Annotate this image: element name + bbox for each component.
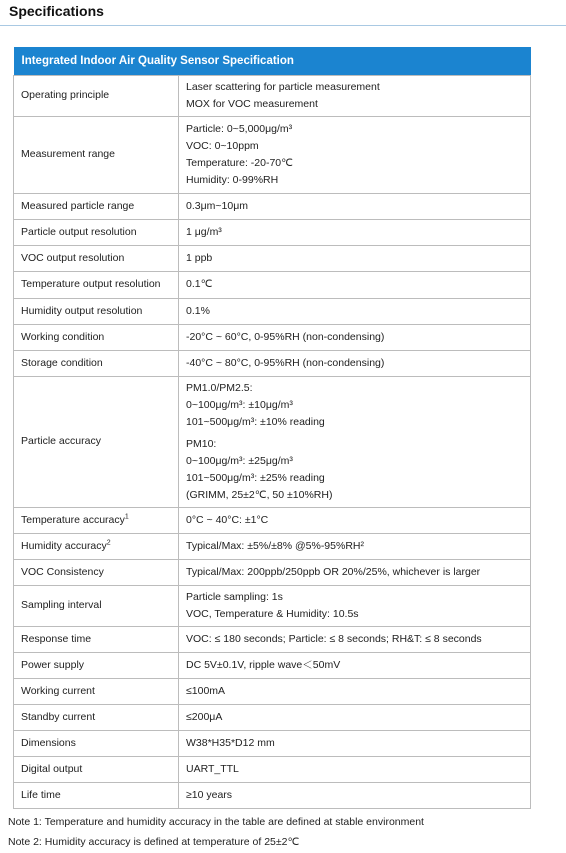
spec-key-cell <box>14 376 179 507</box>
table-row <box>14 626 531 652</box>
table-row <box>14 507 531 533</box>
spec-value-cell <box>179 271 531 298</box>
spec-value-line: -40°C ~ 80°C, 0-95%RH (non-condensing) <box>186 356 385 369</box>
spec-key: Power supply <box>21 658 85 671</box>
spec-value-line: ≤100mA <box>186 684 226 697</box>
table-row <box>14 782 531 808</box>
spec-key: Particle output resolution <box>21 225 137 238</box>
table-row <box>14 324 531 350</box>
spec-value-cell <box>179 298 531 324</box>
table-row <box>14 704 531 730</box>
footnote-2: Note 2: Humidity accuracy is defined at temperature of 25±2℃ <box>8 836 300 848</box>
table-row <box>14 730 531 756</box>
spec-key-cell <box>14 559 179 585</box>
spec-value-cell <box>179 75 531 116</box>
spec-key-cell <box>14 678 179 704</box>
spec-key: Temperature output resolution <box>21 278 161 290</box>
spec-value-line: VOC: 0~10ppm <box>186 139 259 152</box>
spec-value-cell <box>179 245 531 271</box>
table-row <box>14 245 531 271</box>
spec-value-line: PM10: <box>186 437 217 450</box>
spec-key: Measured particle range <box>21 199 135 212</box>
spec-table-header: Integrated Indoor Air Quality Sensor Specification <box>14 47 531 75</box>
table-row <box>14 193 531 219</box>
spec-value-line: 0.3μm~10μm <box>186 199 249 212</box>
table-row <box>14 376 531 507</box>
spec-value-line: ≥10 years <box>186 788 233 801</box>
spec-key-cell <box>14 652 179 678</box>
spec-value-line: Typical/Max: 200ppb/250ppb OR 20%/25%, whichever is larger <box>186 565 481 578</box>
spec-key-cell <box>14 193 179 219</box>
spec-value-line: 101~500μg/m³: ±10% reading <box>186 415 325 428</box>
spec-value-line: Particle: 0~5,000μg/m³ <box>186 122 293 135</box>
spec-table-body <box>14 75 531 808</box>
spec-value-cell <box>179 193 531 219</box>
spec-key: VOC Consistency <box>21 565 104 578</box>
spec-value-cell <box>179 350 531 376</box>
table-row <box>14 585 531 626</box>
spec-key: Humidity output resolution <box>21 304 143 317</box>
table-row <box>14 678 531 704</box>
table-row <box>14 219 531 245</box>
spec-value-cell <box>179 559 531 585</box>
spec-key: Working current <box>21 684 95 697</box>
spec-value-line: W38*H35*D12 mm <box>186 736 275 749</box>
spec-value-line: 1 μg/m³ <box>186 225 222 238</box>
spec-key-cell <box>14 245 179 271</box>
spec-value-line: VOC, Temperature & Humidity: 10.5s <box>186 607 359 620</box>
table-row <box>14 116 531 193</box>
spec-value-line: -20°C ~ 60°C, 0-95%RH (non-condensing) <box>186 330 385 343</box>
spec-value-cell <box>179 652 531 678</box>
table-row <box>14 756 531 782</box>
spec-value-line: 0.1% <box>186 304 210 317</box>
spec-value-cell <box>179 533 531 559</box>
spec-table <box>13 47 531 809</box>
spec-key: Dimensions <box>21 736 76 749</box>
spec-key-cell <box>14 756 179 782</box>
table-row <box>14 271 531 298</box>
spec-key-cell <box>14 533 179 559</box>
spec-key-cell <box>14 626 179 652</box>
spec-key: Particle accuracy <box>21 435 101 447</box>
spec-key-cell <box>14 585 179 626</box>
spec-value-cell <box>179 730 531 756</box>
spec-value-cell <box>179 678 531 704</box>
spec-value-cell <box>179 507 531 533</box>
spec-value-cell <box>179 324 531 350</box>
title-divider <box>0 25 566 26</box>
spec-value-cell <box>179 585 531 626</box>
spec-key: Operating principle <box>21 89 110 101</box>
spec-key-cell <box>14 782 179 808</box>
footnote-1: Note 1: Temperature and humidity accuracy in the table are defined at stable environment <box>8 816 424 828</box>
spec-value-line: 0~100μg/m³: ±25μg/m³ <box>186 454 293 467</box>
spec-key: Humidity accuracy <box>21 539 107 552</box>
spec-value-line: DC 5V±0.1V, ripple wave＜50mV <box>186 658 341 671</box>
table-row <box>14 652 531 678</box>
spec-value-cell <box>179 116 531 193</box>
spec-key-cell <box>14 298 179 324</box>
spec-value-line: 0~100μg/m³: ±10μg/m³ <box>186 398 293 411</box>
section-title: Specifications <box>9 3 104 19</box>
spec-key-cell <box>14 324 179 350</box>
spec-key: VOC output resolution <box>21 251 125 264</box>
spec-key: Measurement range <box>21 148 115 160</box>
spec-key: Sampling interval <box>21 599 102 611</box>
spec-value-line: 1 ppb <box>186 251 213 264</box>
spec-value-cell <box>179 219 531 245</box>
table-row <box>14 533 531 559</box>
spec-value-line: ≤200μA <box>186 710 223 723</box>
spec-value-line: Particle sampling: 1s <box>186 590 283 603</box>
table-row <box>14 350 531 376</box>
spec-value-line: PM1.0/PM2.5: <box>186 381 253 394</box>
spec-table-header-row <box>14 47 531 75</box>
spec-value-line: 0°C ~ 40°C: ±1°C <box>186 513 269 526</box>
spec-key-cell <box>14 75 179 116</box>
spec-value-line: MOX for VOC measurement <box>186 97 318 110</box>
spec-key-cell <box>14 219 179 245</box>
spec-value-line: VOC: ≤ 180 seconds; Particle: ≤ 8 seconds; RH&T: ≤ 8 seconds <box>186 632 482 645</box>
table-row <box>14 559 531 585</box>
spec-key: Temperature accuracy <box>21 513 125 526</box>
spec-key: Response time <box>21 632 92 645</box>
spec-value-line: 0.1℃ <box>186 278 213 290</box>
spec-value-cell <box>179 782 531 808</box>
spec-value-line: Temperature: -20-70℃ <box>186 156 293 169</box>
spec-key: Life time <box>21 788 61 801</box>
spec-key-cell <box>14 704 179 730</box>
spec-value-line: Humidity: 0-99%RH <box>186 173 279 186</box>
spec-key-cell <box>14 730 179 756</box>
spec-value-line: 101~500μg/m³: ±25% reading <box>186 471 325 484</box>
spec-key-cell <box>14 507 179 533</box>
spec-key: Digital output <box>21 762 83 775</box>
spec-value-cell <box>179 704 531 730</box>
footnote-marker: 2 <box>106 539 111 546</box>
spec-value-cell <box>179 756 531 782</box>
table-row <box>14 75 531 116</box>
spec-key: Working condition <box>21 330 105 343</box>
footnotes <box>8 812 424 852</box>
spec-value-line: (GRIMM, 25±2℃, 50 ±10%RH) <box>186 488 333 501</box>
spec-value-line: Typical/Max: ±5%/±8% @5%-95%RH² <box>186 539 364 552</box>
spec-value-line: UART_TTL <box>186 762 239 775</box>
spec-key-cell <box>14 116 179 193</box>
spec-key: Standby current <box>21 710 96 723</box>
spec-value-line: Laser scattering for particle measurement <box>186 80 380 93</box>
table-row <box>14 298 531 324</box>
footnote-marker: 1 <box>124 513 129 520</box>
spec-value-cell <box>179 626 531 652</box>
spec-value-cell <box>179 376 531 507</box>
spec-key: Storage condition <box>21 356 103 369</box>
spec-key-cell <box>14 271 179 298</box>
spec-key-cell <box>14 350 179 376</box>
